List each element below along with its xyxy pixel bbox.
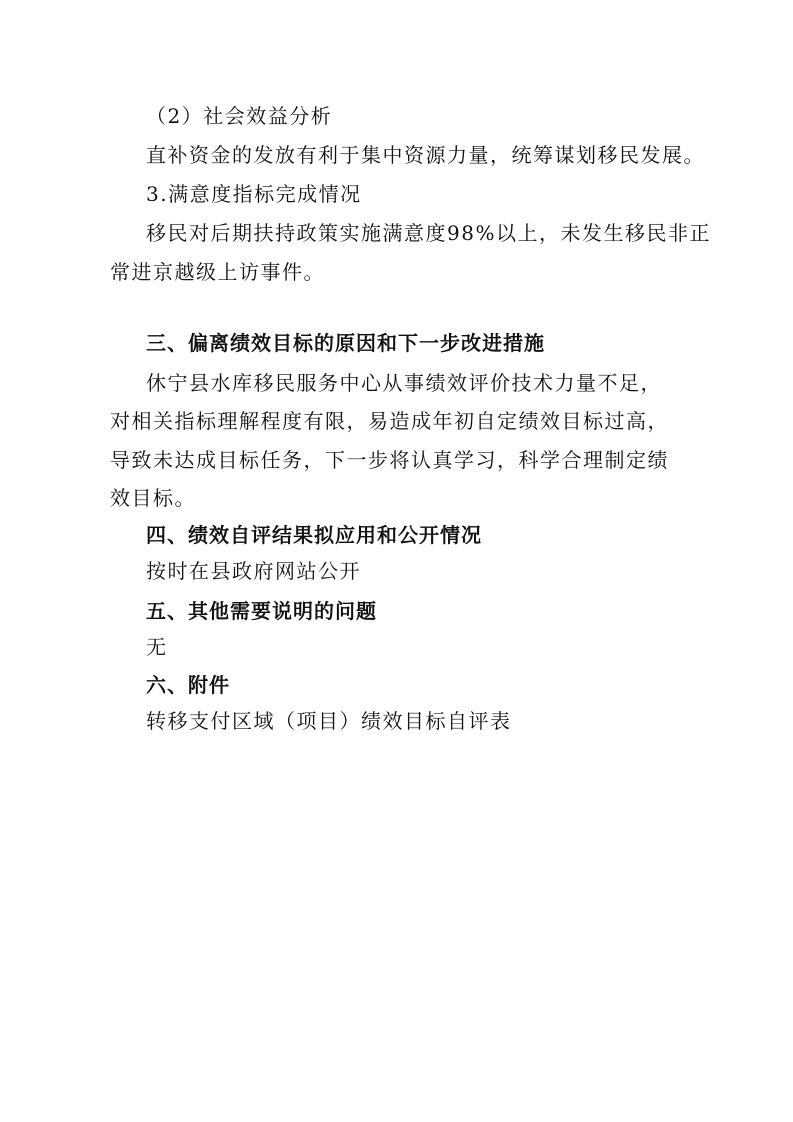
satisfaction-text-line-2: 常进京越级上访事件。: [110, 260, 325, 284]
section-3-heading: 三、偏离绩效目标的原因和下一步改进措施: [146, 331, 545, 355]
section-5-text: 无: [146, 635, 168, 659]
section-5-heading: 五、其他需要说明的问题: [146, 599, 377, 623]
section-6-text: 转移支付区域（项目）绩效目标自评表: [146, 709, 512, 733]
section-3-text-line-2: 对相关指标理解程度有限，易造成年初自定绩效目标过高，: [110, 409, 669, 433]
section-3-text-line-4: 效目标。: [110, 486, 196, 510]
section-6-heading: 六、附件: [146, 673, 230, 697]
social-benefit-heading: （2）社会效益分析: [146, 104, 333, 128]
section-4-heading: 四、绩效自评结果拟应用和公开情况: [146, 523, 482, 547]
section-3-text-line-1: 休宁县水库移民服务中心从事绩效评价技术力量不足，: [146, 371, 662, 395]
satisfaction-heading: 3.满意度指标完成情况: [146, 182, 362, 206]
section-4-text: 按时在县政府网站公开: [146, 559, 361, 583]
satisfaction-text-line-1: 移民对后期扶持政策实施满意度98%以上，未发生移民非正: [146, 221, 711, 245]
social-benefit-text: 直补资金的发放有利于集中资源力量，统筹谋划移民发展。: [146, 143, 705, 167]
section-3-text-line-3: 导致未达成目标任务，下一步将认真学习，科学合理制定绩: [110, 448, 669, 472]
